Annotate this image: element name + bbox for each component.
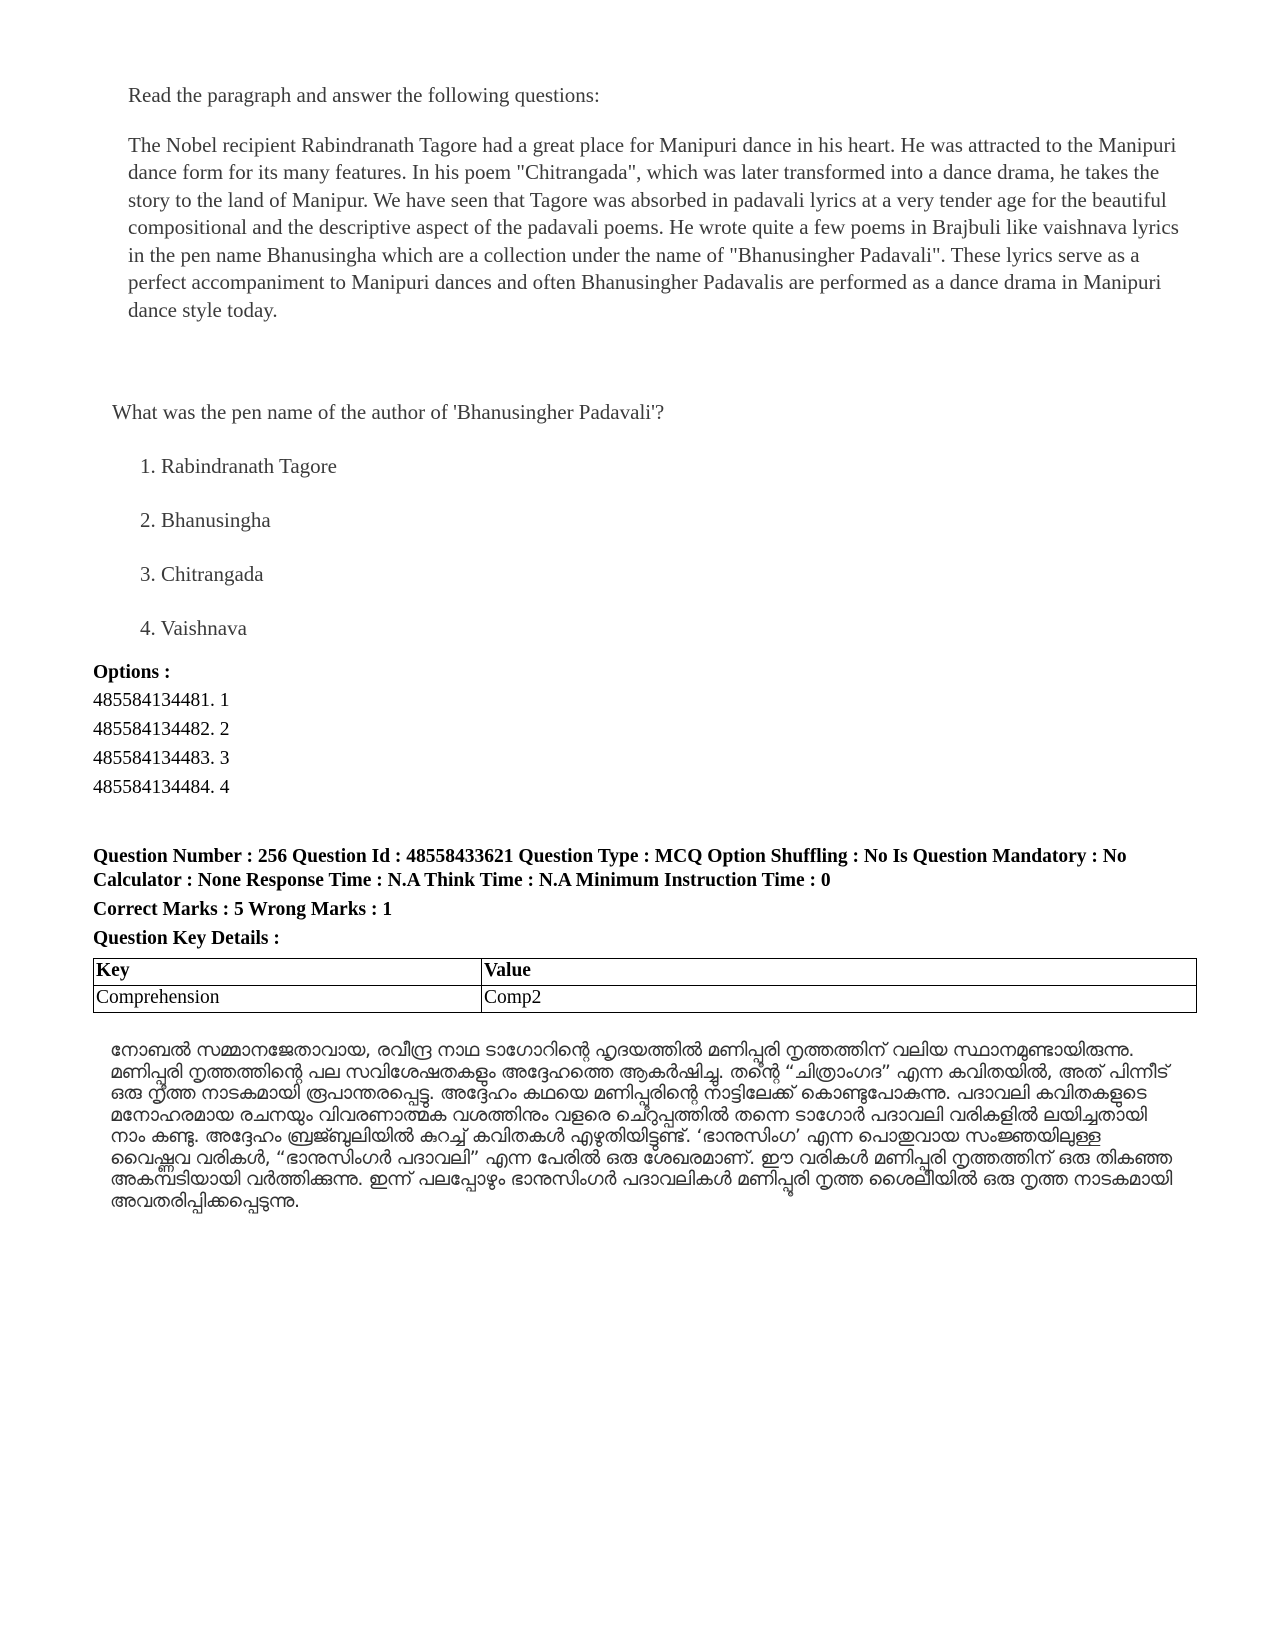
option-id: 485584134481. 1 — [93, 690, 230, 711]
choice-item: 3. Chitrangada — [140, 562, 264, 586]
table-header-row — [94, 959, 1197, 986]
column-header-value: Value — [482, 959, 1197, 986]
option-id: 485584134483. 3 — [93, 748, 230, 769]
options-header: Options : — [93, 662, 171, 683]
english-passage — [128, 82, 1188, 324]
column-header-key: Key — [94, 959, 482, 986]
answer-choices — [140, 454, 337, 670]
key-details-header: Question Key Details : — [93, 928, 280, 949]
question-text: What was the pen name of the author of 'Bhanusingher Padavali'? — [112, 400, 665, 424]
choice-item: 2. Bhanusingha — [140, 508, 271, 532]
options-block — [93, 662, 230, 806]
table-row — [94, 986, 1197, 1013]
passage-instruction: Read the paragraph and answer the following questions: — [128, 83, 600, 107]
passage-body: The Nobel recipient Rabindranath Tagore had a great place for Manipuri dance in his heart. He was attracted to the Manipuri dance form for its many features. In his poem "Chitrangada", which was later transformed into a dance drama, he takes the story to the land of Manipur. We have seen that Tagore was absorbed in padavali lyrics at a very tender age for the beautiful compositional and the descriptive aspect of the padavali poems. He wrote quite a few poems in Brajbuli like vaishnava lyrics in the pen name Bhanusingha which are a collection under the name of "Bhanusingher Padavali". These lyrics serve as a perfect accompaniment to Manipuri dances and often Bhanusingher Padavalis are performed as a dance drama in Manipuri dance style today. — [128, 132, 1179, 322]
choice-item: 4. Vaishnava — [140, 616, 247, 640]
cell-value: Comp2 — [482, 986, 1197, 1013]
option-id: 485584134482. 2 — [93, 719, 230, 740]
key-value-table — [93, 958, 1197, 1013]
option-id: 485584134484. 4 — [93, 777, 230, 798]
cell-key: Comprehension — [94, 986, 482, 1013]
question-metadata: Question Number : 256 Question Id : 48558433621 Question Type : MCQ Option Shuffling : No Is Question Mandatory : No Calculator : None Response Time : N.A Think Time : N.A Minimum Instruction Time : 0 — [93, 846, 1127, 891]
choice-item: 1. Rabindranath Tagore — [140, 454, 337, 478]
malayalam-passage: നോബൽ സമ്മാനജേതാവായ, രവീന്ദ്ര നാഥ ടാഗോറിന്റെ ഹൃദയത്തിൽ മണിപ്പൂരി നൃത്തത്തിന് വലിയ സ്ഥാനമുണ്ടായിരുന്നു. മണിപ്പൂരി നൃത്തത്തിന്റെ പല സവിശേഷതകളും അദ്ദേഹത്തെ ആകർഷിച്ചു. തന്റെ “ചിത്രാംഗദ” എന്ന കവിതയിൽ, അത് പിന്നീട് ഒരു നൃത്ത നാടകമായി രൂപാന്തരപ്പെട്ടു. അദ്ദേഹം കഥയെ മണിപ്പൂരിന്റെ നാട്ടിലേക്ക് കൊണ്ടുപോകുന്നു. പദാവലി കവിതകളുടെ മനോഹരമായ രചനയും വിവരണാത്മക വശത്തിനും വളരെ ചെറുപ്പത്തിൽ തന്നെ ടാഗോർ പദാവലി വരികളിൽ ലയിച്ചതായി നാം കണ്ടു. അദ്ദേഹം ബ്രജ്ബുലിയിൽ കുറച്ച് കവിതകൾ എഴുതിയിട്ടുണ്ട്. ‘ഭാനുസിംഗ’ എന്ന പൊതുവായ സംജ്ഞയിലുള്ള വൈഷ്ണവ വരികൾ, “ഭാനുസിംഗർ പദാവലി” എന്ന പേരിൽ ഒരു ശേഖരമാണ്. ഈ വരികൾ മണിപ്പൂരി നൃത്തത്തിന് ഒരു തികഞ്ഞ അകമ്പടിയായി വർത്തിക്കുന്നു. ഇന്ന് പലപ്പോഴും ഭാനുസിംഗർ പദാവലികൾ മണിപ്പൂരി നൃത്ത ശൈലിയിൽ ഒരു നൃത്ത നാടകമായി അവതരിപ്പിക്കപ്പെടുന്നു. — [110, 1039, 1172, 1212]
marks-line: Correct Marks : 5 Wrong Marks : 1 — [93, 899, 393, 920]
